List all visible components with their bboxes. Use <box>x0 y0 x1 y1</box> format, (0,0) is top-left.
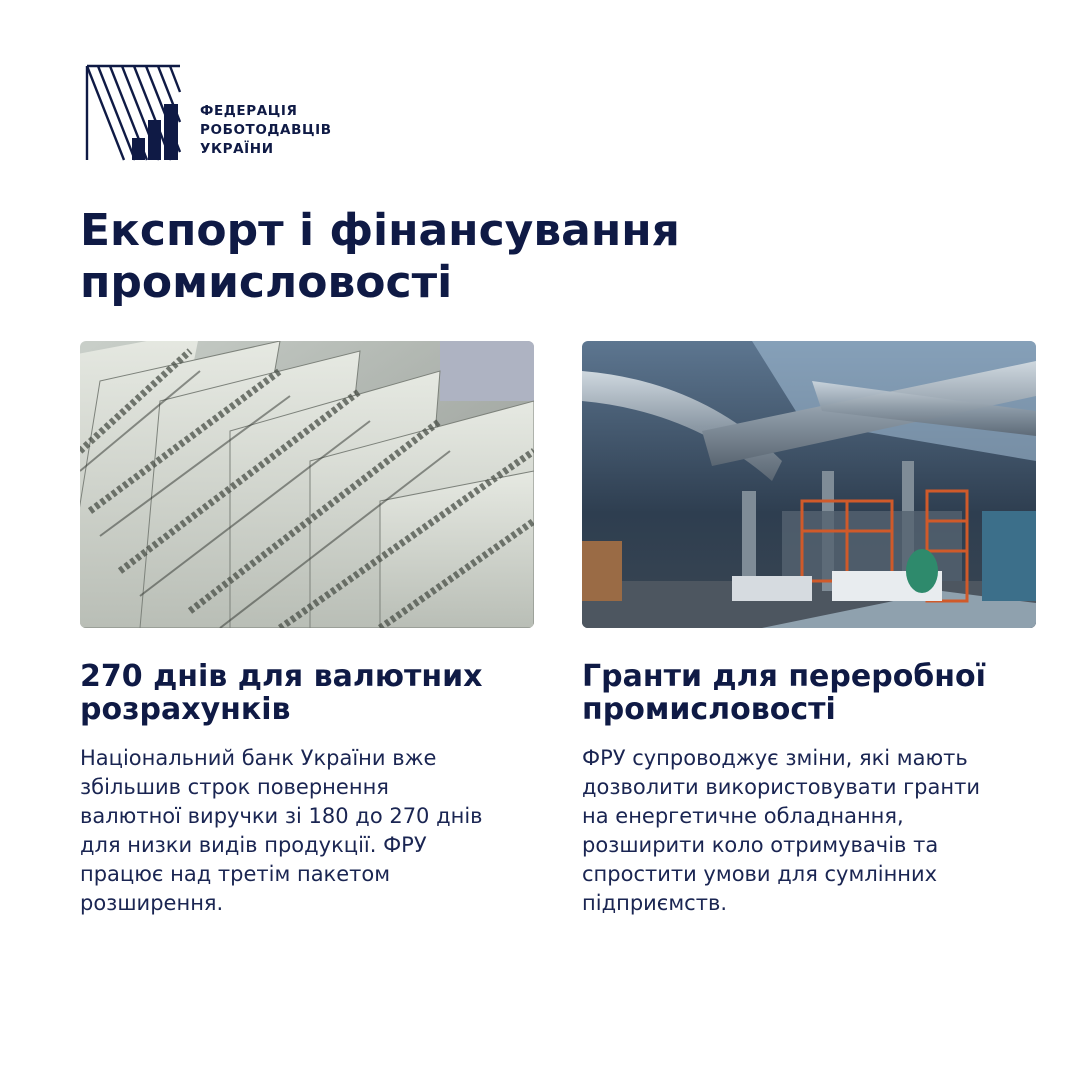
federation-logo-icon <box>84 64 184 164</box>
page-title <box>80 205 1000 309</box>
left-card-text <box>80 744 550 918</box>
right-card-text-line: підприємств. <box>582 891 727 915</box>
right-card-heading-line-2: промисловості <box>582 692 836 727</box>
right-card-heading <box>582 660 1052 726</box>
left-card-text-line: для низки видів продукції. ФРУ <box>80 833 427 857</box>
left-card-heading-line-1: 270 днів для валютних <box>80 659 483 694</box>
logo-text <box>200 102 332 159</box>
left-card-text-line: валютної виручки зі 180 до 270 днів <box>80 804 483 828</box>
page-title-line-2: промисловості <box>80 257 453 308</box>
left-card-text-line: Національний банк України вже <box>80 746 437 770</box>
left-card-heading-line-2: розрахунків <box>80 692 291 727</box>
left-card-text-line: розширення. <box>80 891 224 915</box>
left-card-text-line: працює над третім пакетом <box>80 862 391 886</box>
right-card-text <box>582 744 1052 918</box>
logo-line-3: УКРАЇНИ <box>200 141 274 157</box>
right-card-text-line: ФРУ супроводжує зміни, які мають <box>582 746 968 770</box>
page-title-line-1: Експорт і фінансування <box>80 205 680 256</box>
left-card-text-line: збільшив строк повернення <box>80 775 389 799</box>
logo <box>84 64 354 164</box>
right-card-heading-line-1: Гранти для переробної <box>582 659 986 694</box>
right-card-text-line: розширити коло отримувачів та <box>582 833 939 857</box>
right-card-text-line: дозволити використовувати гранти <box>582 775 980 799</box>
dollar-banknotes-photo <box>80 341 534 628</box>
right-card-text-line: на енергетичне обладнання, <box>582 804 904 828</box>
logo-line-2: РОБОТОДАВЦІВ <box>200 122 332 138</box>
factory-interior-photo <box>582 341 1036 628</box>
right-card-text-line: спростити умови для сумлінних <box>582 862 938 886</box>
logo-line-1: ФЕДЕРАЦІЯ <box>200 103 298 119</box>
left-card-heading <box>80 660 550 726</box>
